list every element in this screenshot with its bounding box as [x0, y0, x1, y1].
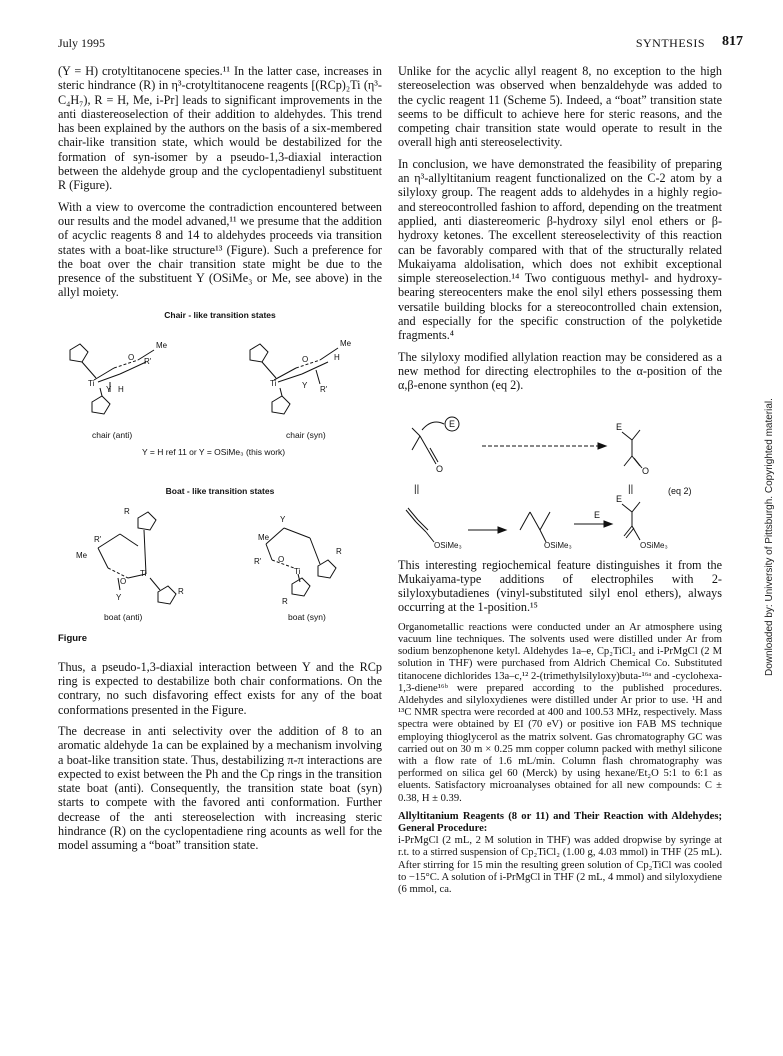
procedure-title: Allyltitanium Reagents (8 or 11) and Their Reaction with Aldehydes; General Procedure:	[398, 810, 722, 834]
right-paragraph-4: This interesting regiochemical feature distinguishes it from the Mukaiyama-type additions of electrophiles with 2-silyloxybutadienes (vinyl-substituted silyl enol ethers), always occurring at the 1-position.¹⁵	[398, 557, 722, 615]
right-paragraph-1: Unlike for the acyclic allyl reagent 8, no exception to the high stereoselection was observed when benzaldehyde was added to the cyclic reagent 11 (Scheme 5). Indeed, a “boat” transition state seems to be difficult to achieve here for steric reasons, and the competing chair transition state would operate to result in the overall high anti stereoselectivity.	[398, 64, 722, 150]
boat-structures	[58, 504, 382, 614]
download-watermark	[752, 376, 775, 676]
procedure-paragraph	[398, 811, 722, 896]
header-journal: SYNTHESIS	[635, 36, 705, 50]
cp-ring-icon	[250, 344, 268, 362]
svg-text:Ti: Ti	[270, 378, 277, 388]
boat-anti-caption: boat (anti)	[104, 611, 143, 622]
chair-syn-caption: chair (syn)	[286, 429, 326, 440]
svg-text:R': R'	[320, 384, 328, 394]
svg-text:Ti: Ti	[140, 568, 147, 578]
svg-text:R: R	[282, 596, 288, 606]
svg-text:O: O	[278, 554, 285, 564]
svg-text:Me: Me	[76, 550, 88, 560]
procedure-text: i-PrMgCl (2 mL, 2 M solution in THF) was added dropwise by syringe at r.t. to a stirred suspension of Cp₂TiCl₂ (1.00 g, 4.03 mmol) in THF (25 mL). After stirring for 15 min the resulting green solution of Cp₂TiCl was cooled to −15°C. A solution of i-PrMgCl in THF (2 mL, 4 mmol) and silyloxydiene (6 mmol, ca.	[398, 835, 722, 895]
boat-title: Boat - like transition states	[165, 485, 275, 496]
scheme-svg	[398, 400, 722, 552]
svg-text:Y: Y	[280, 514, 286, 524]
header-date: July 1995	[58, 36, 106, 50]
svg-text:E: E	[594, 509, 601, 520]
equation-2-scheme	[398, 400, 722, 552]
svg-text:R: R	[336, 546, 342, 556]
chair-note: Y = H ref 11 or Y = OSiMe₃ (this work)	[142, 446, 286, 457]
svg-text:E: E	[616, 493, 623, 504]
svg-text:O: O	[642, 465, 650, 476]
right-paragraph-3: The silyloxy modified allylation reaction may be considered as a new method for directing electrophiles to the α-position of the α,β-enone synthon (eq 2).	[398, 349, 722, 393]
svg-text:R: R	[178, 586, 184, 596]
chair-title: Chair - like transition states	[164, 309, 276, 320]
figure	[58, 308, 382, 660]
svg-text:O: O	[302, 354, 309, 364]
download-watermark-text: Downloaded by: University of Pittsburgh. Copyrighted material.	[764, 398, 775, 676]
right-column	[398, 64, 722, 896]
svg-text:OSiMe₃: OSiMe₃	[434, 540, 462, 550]
right-paragraph-2: In conclusion, we have demonstrated the feasibility of preparing an η³-allyltitanium reagent functionalized on the C-2 atom by a silyloxy group. The reagent adds to aldehydes in a highly regio- and stereocontrolled fashion to afford, depending on the treatment applied, anti diastereomeric β-hydroxy silyl enol ethers or β-hydroxy ketones. The excellent stereoselectivity of this reaction can be favorably compared with that of the structurally related Mukaiyama aldolisation, which does not exhibit exceptional simple stereoselection.¹⁴ Two contiguous methyl- and hydroxy-bearing stereocenters make the enol silyl ethers possessing them versatile building blocks for a stereocontrolled chain extension, and especially for the specific construction of the polyketide fragments.⁴	[398, 156, 722, 343]
svg-text:R': R'	[94, 534, 102, 544]
svg-text:Y: Y	[302, 380, 308, 390]
svg-text:Me: Me	[258, 532, 270, 542]
svg-text:R': R'	[144, 356, 152, 366]
cp-ring-icon	[292, 578, 310, 596]
header-page-number: 817	[722, 34, 743, 49]
svg-text:OSiMe₃: OSiMe₃	[640, 540, 668, 550]
svg-text:O: O	[120, 576, 127, 586]
svg-text:H: H	[334, 352, 340, 362]
svg-text:OSiMe₃: OSiMe₃	[544, 540, 572, 550]
svg-text:(eq 2): (eq 2)	[668, 485, 692, 496]
chair-anti-caption: chair (anti)	[92, 429, 133, 440]
scheme-e-top: E	[449, 418, 456, 429]
svg-text:||: ||	[414, 483, 420, 495]
svg-text:Y: Y	[106, 384, 112, 394]
page-header	[58, 34, 743, 54]
cp-ring-icon	[318, 560, 336, 578]
left-column	[58, 64, 382, 860]
svg-text:H: H	[118, 384, 124, 394]
svg-text:Me: Me	[156, 340, 168, 350]
svg-text:R: R	[124, 506, 130, 516]
svg-text:||: ||	[628, 483, 634, 495]
left-paragraph-1: (Y = H) crotyltitanocene species.¹¹ In the latter case, increases in steric hindrance (R) in η³-crotyltitanocene reagents [(RCp)₂Ti (η³-C₄H₇), R = H, Me, i-Pr] leads to significant improvements in the anti diastereoselection of their addition to aldehydes. This trend has been explained by the authors on the basis of a six-membered chair-like transition state, which would be destabilized for the formation of syn-isomer by a pseudo-1,3-diaxial interaction between the aldehyde group and the cyclopentadienyl substituent R (Figure).	[58, 64, 382, 193]
svg-text:Ti: Ti	[294, 566, 301, 576]
svg-text:R': R'	[254, 556, 262, 566]
svg-text:Ti: Ti	[88, 378, 95, 388]
left-paragraph-4: The decrease in anti selectivity over the addition of 8 to an aromatic aldehyde 1a can be explained by a mechanism involving a boat-like transition state. Thus, destabilizing π-π interactions are expected to exist between the Ph and the Cp rings in the transition state boat (anti). Consequently, the transition state boat (syn) starts to compete with the favored anti conformation. Further decrease of the anti stereoselection with increasing steric hindrance (R) on the cyclopentadiene ring acounts as well for the model assuming a “boat” transition state.	[58, 723, 382, 853]
experimental-paragraph: Organometallic reactions were conducted under an Ar atmosphere using vacuum line techniques. The solvents used were distilled under Ar from sodium benzophenone ketyl. Aldehydes 1a–e, Cp₂TiCl₂ and i-PrMgCl (2 M solution in THF) were purchased from Aldrich Chemical Co. Substituted titanocene dichlorides 13a–c,¹² 2-(trimethylsilyloxy)buta-¹⁶ᵃ and -cyclohexa-1,3-diene¹⁶ᵇ were prepared according to the published procedures. Aldehydes and silyloxydienes were distilled under Ar prior to use. ¹H and ¹³C NMR spectra were recorded at 400 and 100.53 MHz, respectively. Mass spectra were obtained by EI (70 eV) or positive ion FAB MS technique employing thioglycerol as the matrix solvent. Gas chromatography GC was carried out on 30 m × 0.25 mm copper column packed with methyl silicone with a flow rate of 1.6 mL/min. Column flash chromatography was performed on silica gel 60 (Merck) by using hexane/Et₂O 5:1 to 6:1 as eluents. Satisfactory microanalyses obtained for all new compounds: C ± 0.38, H ± 0.39.	[398, 621, 722, 804]
cp-ring-icon	[272, 396, 290, 414]
left-paragraph-2: With a view to overcome the contradiction encountered between our results and the model advaned,¹¹ we presume that the addition of acyclic reagents 8 and 14 to aldehydes proceeds via transition states with a boat-like structure¹³ (Figure). Such a preference for the boat over the chair transition state might be due to the presence of the substituent Y (OSiMe₃ or Me, see above) in the allyl moiety.	[58, 199, 382, 300]
figure-label: Figure	[58, 632, 88, 644]
svg-text:E: E	[616, 421, 623, 432]
svg-text:O: O	[128, 352, 135, 362]
svg-text:O: O	[436, 463, 444, 474]
chair-structures	[58, 330, 382, 420]
cp-ring-icon	[70, 344, 88, 362]
cp-ring-icon	[138, 512, 156, 530]
svg-text:Me: Me	[340, 338, 352, 348]
svg-text:Y: Y	[116, 592, 122, 602]
left-paragraph-3: Thus, a pseudo-1,3-diaxial interaction between Y and the RCp ring is expected to destabilize both chair conformations. On the contrary, no such disfavoring effect exists for any of the boat conformations presented in the Figure.	[58, 659, 382, 717]
boat-syn-caption: boat (syn)	[288, 611, 326, 622]
cp-ring-icon	[158, 586, 176, 604]
cp-ring-icon	[92, 396, 110, 414]
